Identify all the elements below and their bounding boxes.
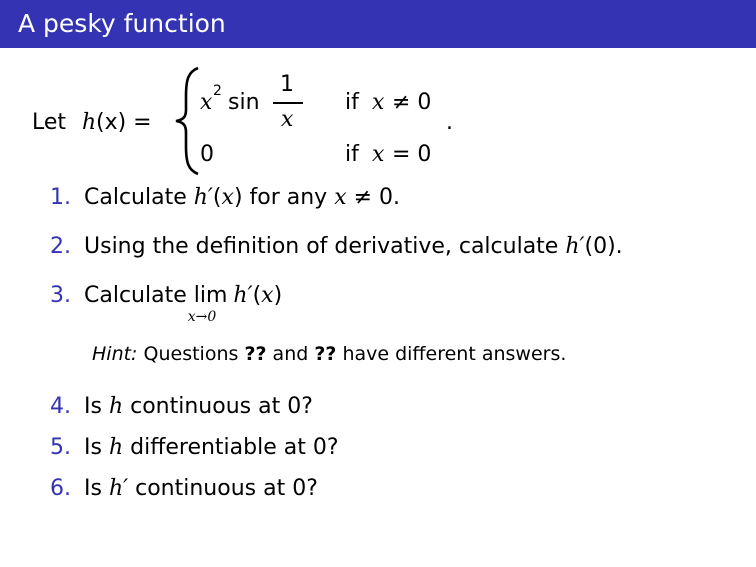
question-6	[50, 476, 318, 501]
hint	[92, 343, 566, 365]
question-text: Calculate	[84, 283, 194, 308]
slide-title-bar	[0, 0, 756, 48]
hint-reference: ??	[314, 343, 337, 365]
question-1	[50, 185, 400, 210]
hint-text: Questions	[143, 343, 239, 365]
limit-operator	[187, 283, 228, 325]
math-symbol: h′	[193, 185, 213, 210]
case1-denominator: x	[281, 107, 294, 132]
question-number: 2.	[50, 234, 71, 259]
case2-cond-if: if	[345, 142, 359, 167]
definition-lead: Let	[32, 110, 67, 135]
question-text: Using the definition of derivative, calculate	[84, 234, 566, 259]
case2-cond-rel: = 0	[392, 142, 432, 167]
case1-cond-if: if	[345, 90, 359, 115]
math-symbol: h′	[233, 283, 253, 308]
limit-subscript: x→0	[187, 309, 217, 325]
question-5	[50, 435, 339, 460]
case1-cond-x: x	[372, 90, 385, 115]
question-number: 4.	[50, 394, 71, 419]
question-4	[50, 394, 313, 419]
case2-value: 0	[200, 142, 214, 167]
question-text: (0).	[584, 234, 623, 259]
case1-base: x	[200, 90, 213, 115]
question-text: Is	[84, 476, 109, 501]
math-symbol: h	[108, 394, 124, 419]
question-text: (	[252, 283, 262, 308]
math-symbol: h	[108, 435, 124, 460]
hint-text: have different answers.	[342, 343, 567, 365]
question-number: 1.	[50, 185, 71, 210]
limit-word: lim	[193, 283, 228, 308]
case1-sin: sin	[228, 90, 260, 115]
question-text: differentiable at 0?	[123, 435, 339, 460]
question-text: continuous at 0?	[128, 476, 318, 501]
hint-label: Hint:	[92, 343, 138, 365]
case1-exponent: 2	[213, 83, 222, 99]
case2-cond-x: x	[372, 142, 385, 167]
question-text: Is	[84, 435, 109, 460]
definition-arg: (x) =	[96, 110, 152, 135]
question-text: (	[212, 185, 222, 210]
question-text: )	[273, 283, 283, 308]
hint-text: and	[272, 343, 309, 365]
math-symbol: x	[261, 283, 274, 308]
question-text: ≠ 0.	[346, 185, 401, 210]
question-number: 5.	[50, 435, 71, 460]
question-text: Calculate	[84, 185, 194, 210]
question-text: ) for any	[233, 185, 335, 210]
definition-func: h	[82, 110, 97, 135]
math-symbol: h′	[108, 476, 129, 501]
case1-cond-rel: ≠ 0	[392, 90, 432, 115]
math-symbol: x	[221, 185, 234, 210]
hint-reference: ??	[244, 343, 267, 365]
question-number: 6.	[50, 476, 71, 501]
math-symbol: h′	[565, 234, 585, 259]
math-symbol: x	[334, 185, 347, 210]
question-text: continuous at 0?	[123, 394, 313, 419]
definition-period: .	[446, 110, 453, 135]
question-2	[50, 234, 623, 259]
slide-title: A pesky function	[18, 9, 226, 38]
question-text: Is	[84, 394, 109, 419]
case1-numerator: 1	[280, 72, 294, 97]
question-number: 3.	[50, 283, 71, 308]
question-3	[50, 283, 283, 325]
fraction-bar	[273, 102, 303, 104]
